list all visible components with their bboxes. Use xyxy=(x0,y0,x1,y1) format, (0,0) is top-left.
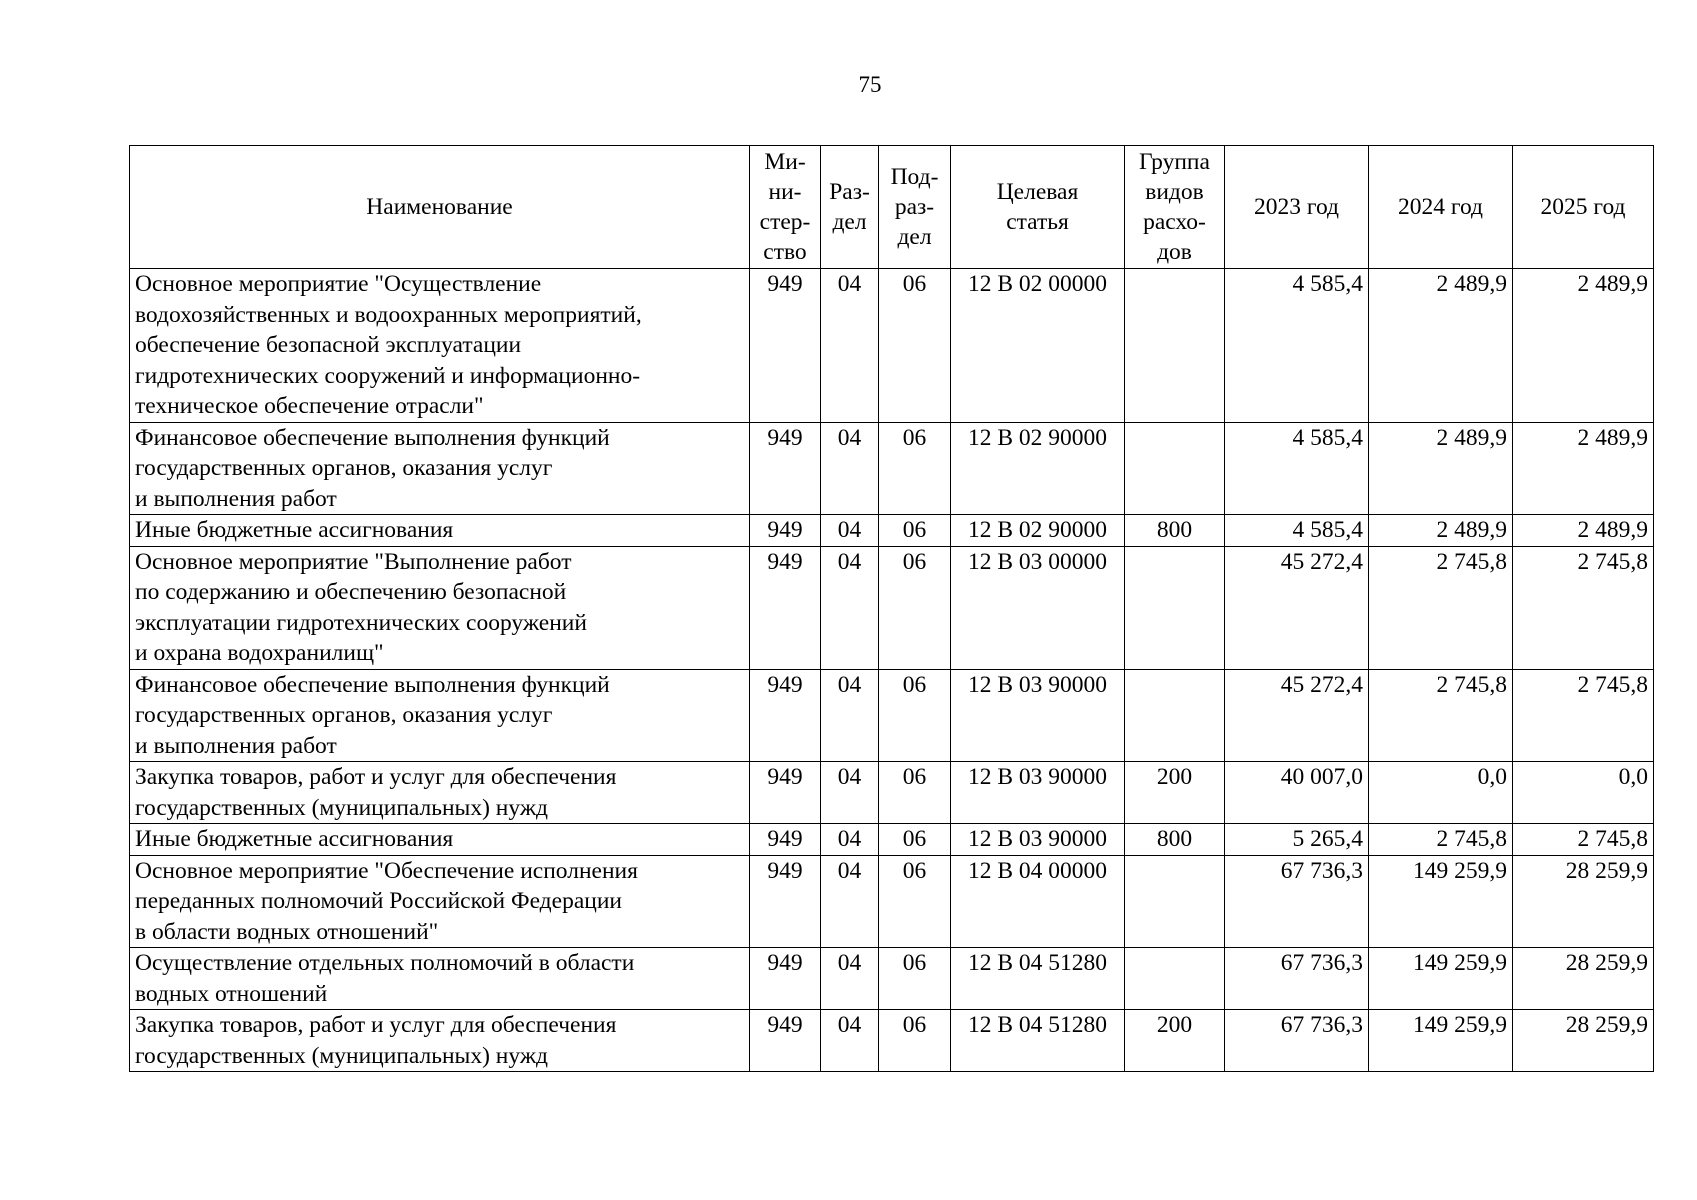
cell-2023: 67 736,3 xyxy=(1225,855,1369,948)
cell-expense-group: 800 xyxy=(1125,824,1225,856)
header-target: Целевая статья xyxy=(951,146,1125,269)
cell-name: Финансовое обеспечение выполнения функций государственных органов, оказания услуг и выполнения работ xyxy=(130,669,750,762)
cell-2023: 67 736,3 xyxy=(1225,948,1369,1010)
cell-target: 12 В 04 00000 xyxy=(951,855,1125,948)
table-row xyxy=(130,546,1654,669)
cell-2025: 0,0 xyxy=(1513,762,1654,824)
header-subsection: Под- раз- дел xyxy=(879,146,951,269)
cell-2025: 28 259,9 xyxy=(1513,1010,1654,1072)
cell-name: Основное мероприятие "Выполнение работ по содержанию и обеспечению безопасной эксплуатации гидротехнических сооружений и охрана водохранилищ" xyxy=(130,546,750,669)
cell-subsection: 06 xyxy=(879,762,951,824)
cell-ministry: 949 xyxy=(750,855,821,948)
cell-expense-group xyxy=(1125,669,1225,762)
header-2023: 2023 год xyxy=(1225,146,1369,269)
table-row xyxy=(130,422,1654,515)
cell-target: 12 В 02 90000 xyxy=(951,422,1125,515)
cell-section: 04 xyxy=(821,855,879,948)
cell-name: Иные бюджетные ассигнования xyxy=(130,515,750,547)
table-row xyxy=(130,762,1654,824)
cell-name: Основное мероприятие "Осуществление водохозяйственных и водоохранных мероприятий, обеспечение безопасной эксплуатации гидротехнических сооружений и информационно- техническое обеспечение отрасли" xyxy=(130,269,750,423)
header-2024: 2024 год xyxy=(1369,146,1513,269)
cell-ministry: 949 xyxy=(750,269,821,423)
cell-2023: 45 272,4 xyxy=(1225,546,1369,669)
header-section: Раз- дел xyxy=(821,146,879,269)
cell-subsection: 06 xyxy=(879,269,951,423)
cell-subsection: 06 xyxy=(879,422,951,515)
header-ministry: Ми- ни- стер- ство xyxy=(750,146,821,269)
cell-target: 12 В 03 90000 xyxy=(951,824,1125,856)
cell-2025: 2 745,8 xyxy=(1513,824,1654,856)
cell-name: Основное мероприятие "Обеспечение исполнения переданных полномочий Российской Федерации в области водных отношений" xyxy=(130,855,750,948)
cell-2025: 2 489,9 xyxy=(1513,515,1654,547)
cell-2024: 149 259,9 xyxy=(1369,948,1513,1010)
cell-section: 04 xyxy=(821,269,879,423)
cell-2024: 2 745,8 xyxy=(1369,824,1513,856)
cell-2023: 45 272,4 xyxy=(1225,669,1369,762)
cell-2024: 2 489,9 xyxy=(1369,269,1513,423)
cell-expense-group xyxy=(1125,269,1225,423)
table-row xyxy=(130,515,1654,547)
cell-section: 04 xyxy=(821,422,879,515)
cell-expense-group xyxy=(1125,948,1225,1010)
cell-ministry: 949 xyxy=(750,422,821,515)
cell-expense-group xyxy=(1125,546,1225,669)
cell-target: 12 В 03 90000 xyxy=(951,669,1125,762)
cell-2024: 149 259,9 xyxy=(1369,855,1513,948)
cell-section: 04 xyxy=(821,1010,879,1072)
cell-target: 12 В 03 00000 xyxy=(951,546,1125,669)
cell-2025: 2 489,9 xyxy=(1513,422,1654,515)
cell-section: 04 xyxy=(821,948,879,1010)
cell-subsection: 06 xyxy=(879,855,951,948)
cell-ministry: 949 xyxy=(750,762,821,824)
cell-target: 12 В 03 90000 xyxy=(951,762,1125,824)
cell-2023: 40 007,0 xyxy=(1225,762,1369,824)
cell-expense-group: 800 xyxy=(1125,515,1225,547)
cell-2023: 5 265,4 xyxy=(1225,824,1369,856)
cell-name: Осуществление отдельных полномочий в области водных отношений xyxy=(130,948,750,1010)
header-name: Наименование xyxy=(130,146,750,269)
cell-subsection: 06 xyxy=(879,515,951,547)
cell-2024: 2 745,8 xyxy=(1369,669,1513,762)
cell-target: 12 В 02 90000 xyxy=(951,515,1125,547)
cell-2023: 4 585,4 xyxy=(1225,269,1369,423)
table-row xyxy=(130,948,1654,1010)
cell-section: 04 xyxy=(821,762,879,824)
cell-name: Закупка товаров, работ и услуг для обеспечения государственных (муниципальных) нужд xyxy=(130,1010,750,1072)
table-row xyxy=(130,1010,1654,1072)
cell-subsection: 06 xyxy=(879,669,951,762)
cell-section: 04 xyxy=(821,515,879,547)
cell-2025: 28 259,9 xyxy=(1513,855,1654,948)
cell-2023: 67 736,3 xyxy=(1225,1010,1369,1072)
table-row xyxy=(130,824,1654,856)
cell-ministry: 949 xyxy=(750,669,821,762)
cell-subsection: 06 xyxy=(879,824,951,856)
cell-2025: 2 745,8 xyxy=(1513,546,1654,669)
cell-target: 12 В 04 51280 xyxy=(951,1010,1125,1072)
header-2025: 2025 год xyxy=(1513,146,1654,269)
cell-section: 04 xyxy=(821,546,879,669)
cell-2023: 4 585,4 xyxy=(1225,422,1369,515)
cell-2023: 4 585,4 xyxy=(1225,515,1369,547)
cell-2025: 2 489,9 xyxy=(1513,269,1654,423)
cell-2025: 2 745,8 xyxy=(1513,669,1654,762)
cell-2024: 2 489,9 xyxy=(1369,422,1513,515)
cell-target: 12 В 04 51280 xyxy=(951,948,1125,1010)
cell-expense-group: 200 xyxy=(1125,1010,1225,1072)
page-number: 75 xyxy=(858,72,882,97)
cell-section: 04 xyxy=(821,824,879,856)
budget-table xyxy=(129,145,1654,1072)
table-header xyxy=(130,146,1654,269)
cell-subsection: 06 xyxy=(879,948,951,1010)
cell-ministry: 949 xyxy=(750,824,821,856)
cell-ministry: 949 xyxy=(750,546,821,669)
header-expense-group: Группа видов расхо- дов xyxy=(1125,146,1225,269)
table-row xyxy=(130,855,1654,948)
cell-name: Закупка товаров, работ и услуг для обеспечения государственных (муниципальных) нужд xyxy=(130,762,750,824)
cell-name: Иные бюджетные ассигнования xyxy=(130,824,750,856)
cell-2024: 2 745,8 xyxy=(1369,546,1513,669)
cell-ministry: 949 xyxy=(750,948,821,1010)
cell-ministry: 949 xyxy=(750,1010,821,1072)
table-row xyxy=(130,269,1654,423)
cell-ministry: 949 xyxy=(750,515,821,547)
cell-2025: 28 259,9 xyxy=(1513,948,1654,1010)
cell-section: 04 xyxy=(821,669,879,762)
cell-2024: 0,0 xyxy=(1369,762,1513,824)
header-row xyxy=(130,146,1654,269)
cell-2024: 2 489,9 xyxy=(1369,515,1513,547)
cell-expense-group xyxy=(1125,422,1225,515)
cell-expense-group: 200 xyxy=(1125,762,1225,824)
cell-target: 12 В 02 00000 xyxy=(951,269,1125,423)
table-body xyxy=(130,269,1654,1072)
cell-name: Финансовое обеспечение выполнения функций государственных органов, оказания услуг и выполнения работ xyxy=(130,422,750,515)
cell-expense-group xyxy=(1125,855,1225,948)
cell-subsection: 06 xyxy=(879,546,951,669)
cell-subsection: 06 xyxy=(879,1010,951,1072)
cell-2024: 149 259,9 xyxy=(1369,1010,1513,1072)
table-row xyxy=(130,669,1654,762)
